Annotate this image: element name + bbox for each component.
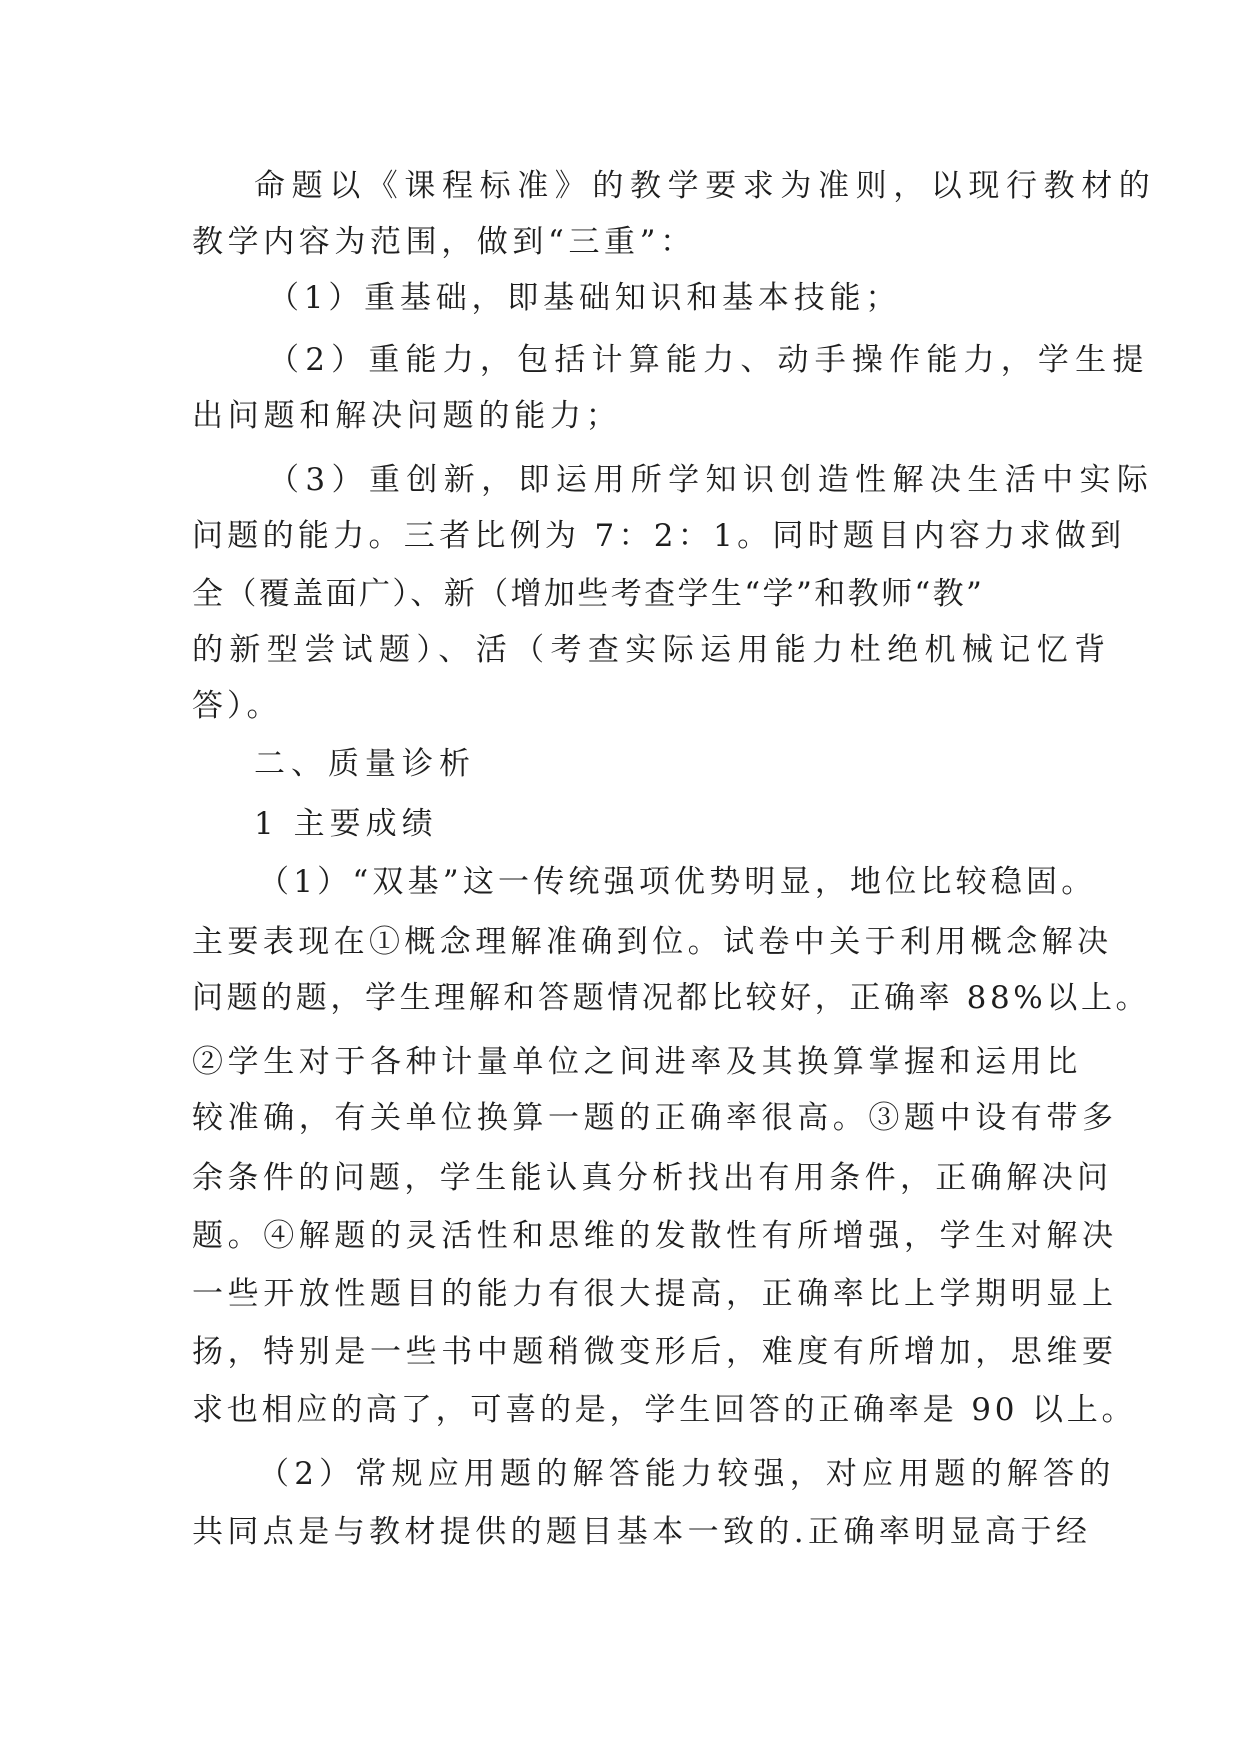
text-line: 问题的题，学生理解和答题情况都比较好，正确率 88%以上。 xyxy=(192,980,1151,1016)
text-line: 命题以《课程标准》的教学要求为准则，以现行教材的 xyxy=(254,168,1157,204)
text-line: 余条件的问题，学生能认真分析找出有用条件，正确解决问 xyxy=(192,1160,1113,1196)
text-line: 的新型尝试题）、活（考查实际运用能力杜绝机械记忆背 xyxy=(192,632,1112,668)
list-item: （2）常规应用题的解答能力较强，对应用题的解答的 xyxy=(258,1456,1116,1492)
text-line: 较准确，有关单位换算一题的正确率很高。③题中设有带多 xyxy=(192,1100,1118,1136)
text-line: 一些开放性题目的能力有很大提高，正确率比上学期明显上 xyxy=(192,1276,1118,1312)
text-line: 出问题和解决问题的能力； xyxy=(192,398,622,434)
text-line: ②学生对于各种计量单位之间进率及其换算掌握和运用比 xyxy=(192,1044,1082,1080)
text-line: 主要表现在①概念理解准确到位。试卷中关于利用概念解决 xyxy=(192,924,1113,960)
text-line: 扬，特别是一些书中题稍微变形后，难度有所增加，思维要 xyxy=(192,1334,1118,1370)
text-line: 问题的能力。三者比例为 7：2：1。同时题目内容力求做到 xyxy=(192,518,1126,554)
list-item: （1）重基础，即基础知识和基本技能； xyxy=(268,280,902,316)
list-item: （1）“双基”这一传统强项优势明显，地位比较稳固。 xyxy=(258,864,1097,900)
text-line: 题。④解题的灵活性和思维的发散性有所增强，学生对解决 xyxy=(192,1218,1118,1254)
text-line: 求也相应的高了，可喜的是，学生回答的正确率是 90 以上。 xyxy=(192,1392,1137,1428)
text-line: 教学内容为范围，做到“三重”： xyxy=(192,224,696,260)
text-line: 全（覆盖面广）、新（增加些考查学生“学”和教师“教” xyxy=(192,576,985,612)
text-line: 共同点是与教材提供的题目基本一致的.正确率明显高于经 xyxy=(192,1514,1092,1550)
list-item: （3）重创新，即运用所学知识创造性解决生活中实际 xyxy=(268,462,1155,498)
text-line: 答）。 xyxy=(192,688,282,724)
subsection-heading: 1 主要成绩 xyxy=(254,806,438,842)
list-item: （2）重能力，包括计算能力、动手操作能力，学生提 xyxy=(268,342,1150,378)
section-heading: 二、质量诊析 xyxy=(254,746,476,782)
